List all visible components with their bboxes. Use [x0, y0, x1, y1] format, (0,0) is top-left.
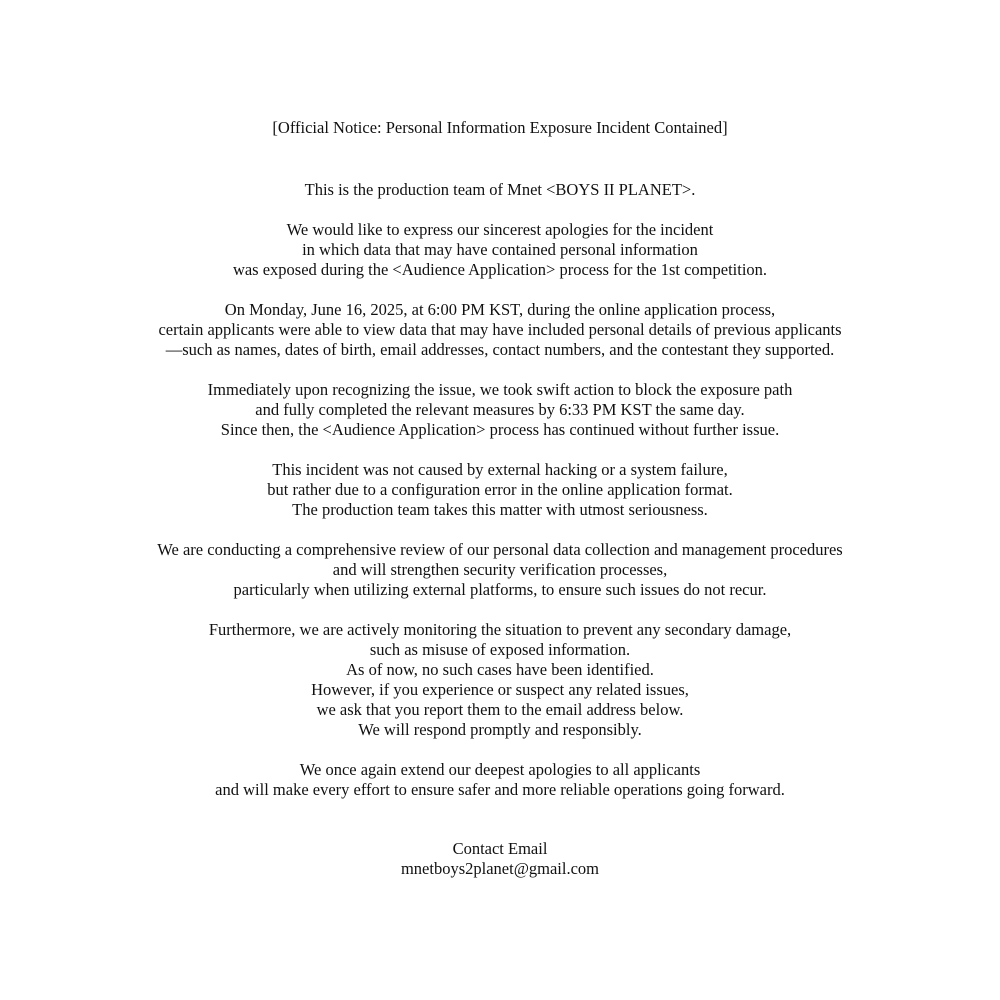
notice-paragraph-apology	[0, 220, 1000, 280]
paragraph-line: certain applicants were able to view data that may have included personal details of previous applicants	[158, 320, 842, 339]
paragraph-line: and fully completed the relevant measures by 6:33 PM KST the same day.	[255, 400, 745, 419]
paragraph-line: This incident was not caused by external hacking or a system failure,	[272, 460, 728, 479]
paragraph-line: We would like to express our sincerest apologies for the incident	[286, 220, 714, 239]
official-notice	[0, 118, 1000, 879]
paragraph-line: As of now, no such cases have been identified.	[346, 660, 654, 679]
notice-paragraph-intro	[0, 180, 1000, 200]
paragraph-line: Furthermore, we are actively monitoring the situation to prevent any secondary damage,	[208, 620, 792, 639]
paragraph-line: such as misuse of exposed information.	[369, 640, 631, 659]
paragraph-line: We will respond promptly and responsibly.	[358, 720, 642, 739]
paragraph-line: in which data that may have contained personal information	[302, 240, 698, 259]
paragraph-line: We are conducting a comprehensive review of our personal data collection and management procedures	[157, 540, 843, 559]
paragraph-line: and will strengthen security verification processes,	[332, 560, 668, 579]
notice-paragraph-monitoring	[0, 620, 1000, 740]
notice-paragraph-closing	[0, 760, 1000, 800]
contact-email-label: Contact Email	[452, 839, 548, 858]
paragraph-line: was exposed during the <Audience Application> process for the 1st competition.	[232, 260, 768, 279]
notice-paragraph-incident-details	[0, 300, 1000, 360]
notice-title: [Official Notice: Personal Information Exposure Incident Contained]	[272, 118, 728, 137]
paragraph-line: and will make every effort to ensure safer and more reliable operations going forward.	[215, 780, 785, 799]
paragraph-line: but rather due to a configuration error in the online application format.	[267, 480, 733, 499]
paragraph-line: particularly when utilizing external platforms, to ensure such issues do not recur.	[233, 580, 767, 599]
contact-email-address: mnetboys2planet@gmail.com	[400, 859, 600, 878]
paragraph-line: However, if you experience or suspect any related issues,	[311, 680, 689, 699]
notice-paragraph-cause	[0, 460, 1000, 520]
paragraph-line: we ask that you report them to the email address below.	[316, 700, 684, 719]
paragraph-line: We once again extend our deepest apologies to all applicants	[299, 760, 701, 779]
notice-paragraph-response	[0, 380, 1000, 440]
paragraph-line: This is the production team of Mnet <BOYS II PLANET>.	[304, 180, 696, 199]
contact-block	[0, 839, 1000, 879]
paragraph-line: Since then, the <Audience Application> process has continued without further issue.	[220, 420, 780, 439]
paragraph-line: Immediately upon recognizing the issue, we took swift action to block the exposure path	[207, 380, 793, 399]
paragraph-line: The production team takes this matter with utmost seriousness.	[292, 500, 708, 519]
paragraph-line: On Monday, June 16, 2025, at 6:00 PM KST, during the online application process,	[224, 300, 776, 319]
paragraph-line: —such as names, dates of birth, email addresses, contact numbers, and the contestant they supported.	[165, 340, 835, 359]
notice-paragraph-review	[0, 540, 1000, 600]
